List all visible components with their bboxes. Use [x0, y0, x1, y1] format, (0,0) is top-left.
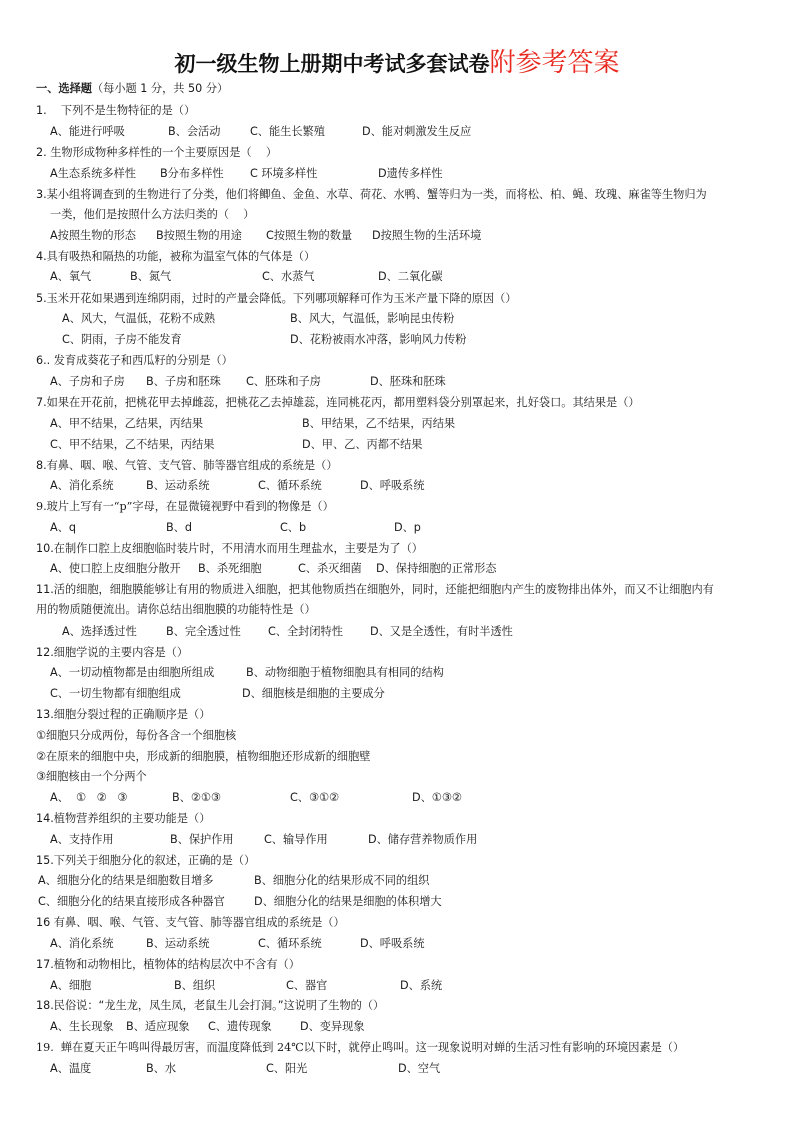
question-7-option-b: B、甲结果，乙不结果，丙结果	[302, 417, 456, 430]
question-18-option-c: C、遗传现象	[208, 1020, 272, 1033]
question-12-option-d: D、细胞核是细胞的主要成分	[242, 687, 385, 700]
question-5-option-a: A、风大，气温低，花粉不成熟	[62, 312, 216, 325]
page-title	[0, 42, 794, 79]
question-5-option-c: C、阴雨，子房不能发育	[62, 333, 182, 346]
question-18-option-a: A、生长现象	[50, 1020, 114, 1033]
question-1-option-a: A、能进行呼吸	[50, 125, 125, 138]
question-10-option-c: C、杀灭细菌	[298, 562, 362, 575]
question-6-option-a: A、子房和子房	[50, 375, 125, 388]
question-2-option-c: C 环境多样性	[250, 167, 318, 180]
title-main: 初一级生物上册期中考试多套试卷	[174, 51, 490, 76]
question-15-option-a: A、细胞分化的结果是细胞数目增多	[38, 874, 214, 887]
question-8-option-c: C、循环系统	[258, 479, 322, 492]
question-12-option-c: C、一切生物都有细胞组成	[50, 687, 181, 700]
question-7-option-a: A、甲不结果，乙结果，丙结果	[50, 417, 204, 430]
question-17-option-a: A、细胞	[50, 979, 92, 992]
question-8-stem: 8.有鼻、咽、喉、气管、支气管、肺等器官组成的系统是（）	[36, 459, 338, 472]
question-9-option-b: B、d	[166, 521, 192, 534]
question-19-option-b: B、水	[146, 1062, 177, 1075]
question-2-stem: 2. 生物形成物种多样性的一个主要原因是（ ）	[36, 146, 278, 159]
question-13-option-a: A、 ① ② ③	[50, 791, 128, 804]
question-19-option-c: C、阳光	[266, 1062, 308, 1075]
question-6-option-d: D、胚珠和胚珠	[370, 375, 446, 388]
question-14-option-a: A、支持作用	[50, 833, 114, 846]
question-7-stem: 7.如果在开花前，把桃花甲去掉雌蕊，把桃花乙去掉雄蕊，连同桃花丙，都用塑料袋分别罩起来，扎好袋口。其结果是（）	[36, 396, 640, 409]
question-11-option-c: C、全封闭特性	[268, 625, 343, 638]
question-13-step-1: ①细胞只分成两份，每份各含一个细胞核	[36, 729, 237, 742]
question-3-option-b: B按照生物的用途	[156, 229, 242, 242]
question-16-option-d: D、呼吸系统	[360, 937, 425, 950]
question-19-option-a: A、温度	[50, 1062, 92, 1075]
question-8-option-d: D、呼吸系统	[360, 479, 425, 492]
question-16-option-c: C、循环系统	[258, 937, 322, 950]
question-4-option-d: D、二氧化碳	[378, 270, 443, 283]
section-note: （每小题 1 分，共 50 分）	[91, 82, 229, 95]
question-15-option-d: D、细胞分化的结果是细胞的体积增大	[254, 895, 442, 908]
question-5-option-b: B、风大，气温低，影响昆虫传粉	[290, 312, 455, 325]
question-2-option-b: B分布多样性	[160, 167, 224, 180]
question-18-option-d: D、变异现象	[300, 1020, 365, 1033]
question-11-option-a: A、选择透过性	[62, 625, 137, 638]
question-6-option-b: B、子房和胚珠	[146, 375, 221, 388]
question-15-stem: 15.下列关于细胞分化的叙述，正确的是（）	[36, 854, 256, 867]
question-17-option-c: C、器官	[286, 979, 328, 992]
question-9-option-d: D、p	[394, 521, 421, 534]
question-12-option-b: B、动物细胞于植物细胞具有相同的结构	[246, 666, 444, 679]
question-8-option-b: B、运动系统	[146, 479, 210, 492]
question-9-option-c: C、b	[280, 521, 307, 534]
question-2-option-d: D遗传多样性	[378, 167, 443, 180]
question-4-option-c: C、水蒸气	[262, 270, 315, 283]
question-17-option-d: D、系统	[400, 979, 443, 992]
question-4-stem: 4.具有吸热和隔热的功能，被称为温室气体的气体是（）	[36, 250, 316, 263]
question-11-option-b: B、完全透过性	[166, 625, 241, 638]
question-17-option-b: B、组织	[174, 979, 216, 992]
question-3-option-d: D按照生物的生活环境	[372, 229, 482, 242]
question-13-step-2: ②在原来的细胞中央，形成新的细胞膜，植物细胞还形成新的细胞壁	[36, 750, 371, 763]
question-12-stem: 12.细胞学说的主要内容是（）	[36, 646, 189, 659]
question-1-option-c: C、能生长繁殖	[250, 125, 325, 138]
question-1-option-b: B、会活动	[168, 125, 221, 138]
question-11-stem: 11.活的细胞，细胞膜能够让有用的物质进入细胞，把其他物质挡在细胞外，同时，还能把细胞内产生的废物排出体外，而又不让细胞内有	[36, 583, 714, 596]
question-11-option-d: D、又是全透性，有时半透性	[370, 625, 513, 638]
question-4-option-a: A、氧气	[50, 270, 92, 283]
question-3-option-a: A按照生物的形态	[50, 229, 136, 242]
question-19-stem: 19. 蝉在夏天正午鸣叫得最厉害，而温度降低到 24℃以下时，就停止鸣叫。这一现象说明对蝉的生活习性有影响的环境因素是（）	[36, 1041, 685, 1054]
title-highlight: 附参考答案	[489, 48, 620, 78]
question-15-option-b: B、细胞分化的结果形成不同的组织	[254, 874, 430, 887]
question-7-option-c: C、甲不结果，乙不结果，丙结果	[50, 438, 215, 451]
question-13-option-b: B、②①③	[172, 791, 221, 804]
question-16-option-a: A、消化系统	[50, 937, 114, 950]
question-16-option-b: B、运动系统	[146, 937, 210, 950]
section-heading-label: 一、选择题	[36, 82, 92, 95]
question-4-option-b: B、氮气	[130, 270, 172, 283]
question-15-option-c: C、细胞分化的结果直接形成各种器官	[38, 895, 225, 908]
question-18-stem: 18.民俗说：“龙生龙，凤生凤，老鼠生儿会打洞。”这说明了生物的（）	[36, 999, 385, 1012]
question-3-stem-continued: 一类，他们是按照什么方法归类的（ ）	[50, 208, 255, 221]
question-13-option-d: D、①③②	[412, 791, 462, 804]
question-7-option-d: D、甲、乙、丙都不结果	[302, 438, 423, 451]
question-9-stem: 9.玻片上写有一“p”字母，在显微镜视野中看到的物像是（）	[36, 500, 334, 513]
question-14-option-c: C、输导作用	[264, 833, 328, 846]
question-8-option-a: A、消化系统	[50, 479, 114, 492]
question-14-stem: 14.植物营养组织的主要功能是（）	[36, 812, 211, 825]
question-10-option-a: A、使口腔上皮细胞分散开	[50, 562, 181, 575]
question-6-stem: 6.. 发育成葵花子和西瓜籽的分别是（）	[36, 354, 233, 367]
question-17-stem: 17.植物和动物相比，植物体的结构层次中不含有（）	[36, 958, 300, 971]
question-14-option-d: D、储存营养物质作用	[368, 833, 478, 846]
question-14-option-b: B、保护作用	[170, 833, 234, 846]
question-1-stem: 1. 下列不是生物特征的是（）	[36, 104, 196, 117]
question-13-step-3: ③细胞核由一个分两个	[36, 770, 147, 783]
question-5-stem: 5.玉米开花如果遇到连绵阴雨，过时的产量会降低。下列哪项解释可作为玉米产量下降的原因（）	[36, 292, 517, 305]
question-3-option-c: C按照生物的数量	[266, 229, 353, 242]
section-heading	[36, 82, 228, 96]
question-13-stem: 13.细胞分裂过程的正确顺序是（）	[36, 708, 211, 721]
question-2-option-a: A生态系统多样性	[50, 167, 136, 180]
question-12-option-a: A、一切动植物都是由细胞所组成	[50, 666, 215, 679]
question-19-option-d: D、空气	[398, 1062, 441, 1075]
question-13-option-c: C、③①②	[290, 791, 340, 804]
question-1-option-d: D、能对刺激发生反应	[362, 125, 472, 138]
question-10-option-d: D、保持细胞的正常形态	[376, 562, 497, 575]
question-9-option-a: A、q	[50, 521, 76, 534]
question-11-stem-continued: 用的物质随便流出。请你总结出细胞膜的功能特性是（）	[36, 603, 316, 616]
question-10-stem: 10.在制作口腔上皮细胞临时装片时，不用清水而用生理盐水，主要是为了（）	[36, 542, 423, 555]
question-3-stem: 3.某小组将调查到的生物进行了分类，他们将鲫鱼、金鱼、水草、荷花、水鸭、蟹等归为一类，而将松、柏、蝇、玫瑰、麻雀等生物归为	[36, 188, 707, 201]
question-10-option-b: B、杀死细胞	[198, 562, 262, 575]
question-5-option-d: D、花粉被雨水冲落，影响风力传粉	[290, 333, 467, 346]
question-18-option-b: B、适应现象	[126, 1020, 190, 1033]
question-16-stem: 16 有鼻、咽、喉、气管、支气管、肺等器官组成的系统是（）	[36, 916, 345, 929]
question-6-option-c: C、胚珠和子房	[246, 375, 321, 388]
